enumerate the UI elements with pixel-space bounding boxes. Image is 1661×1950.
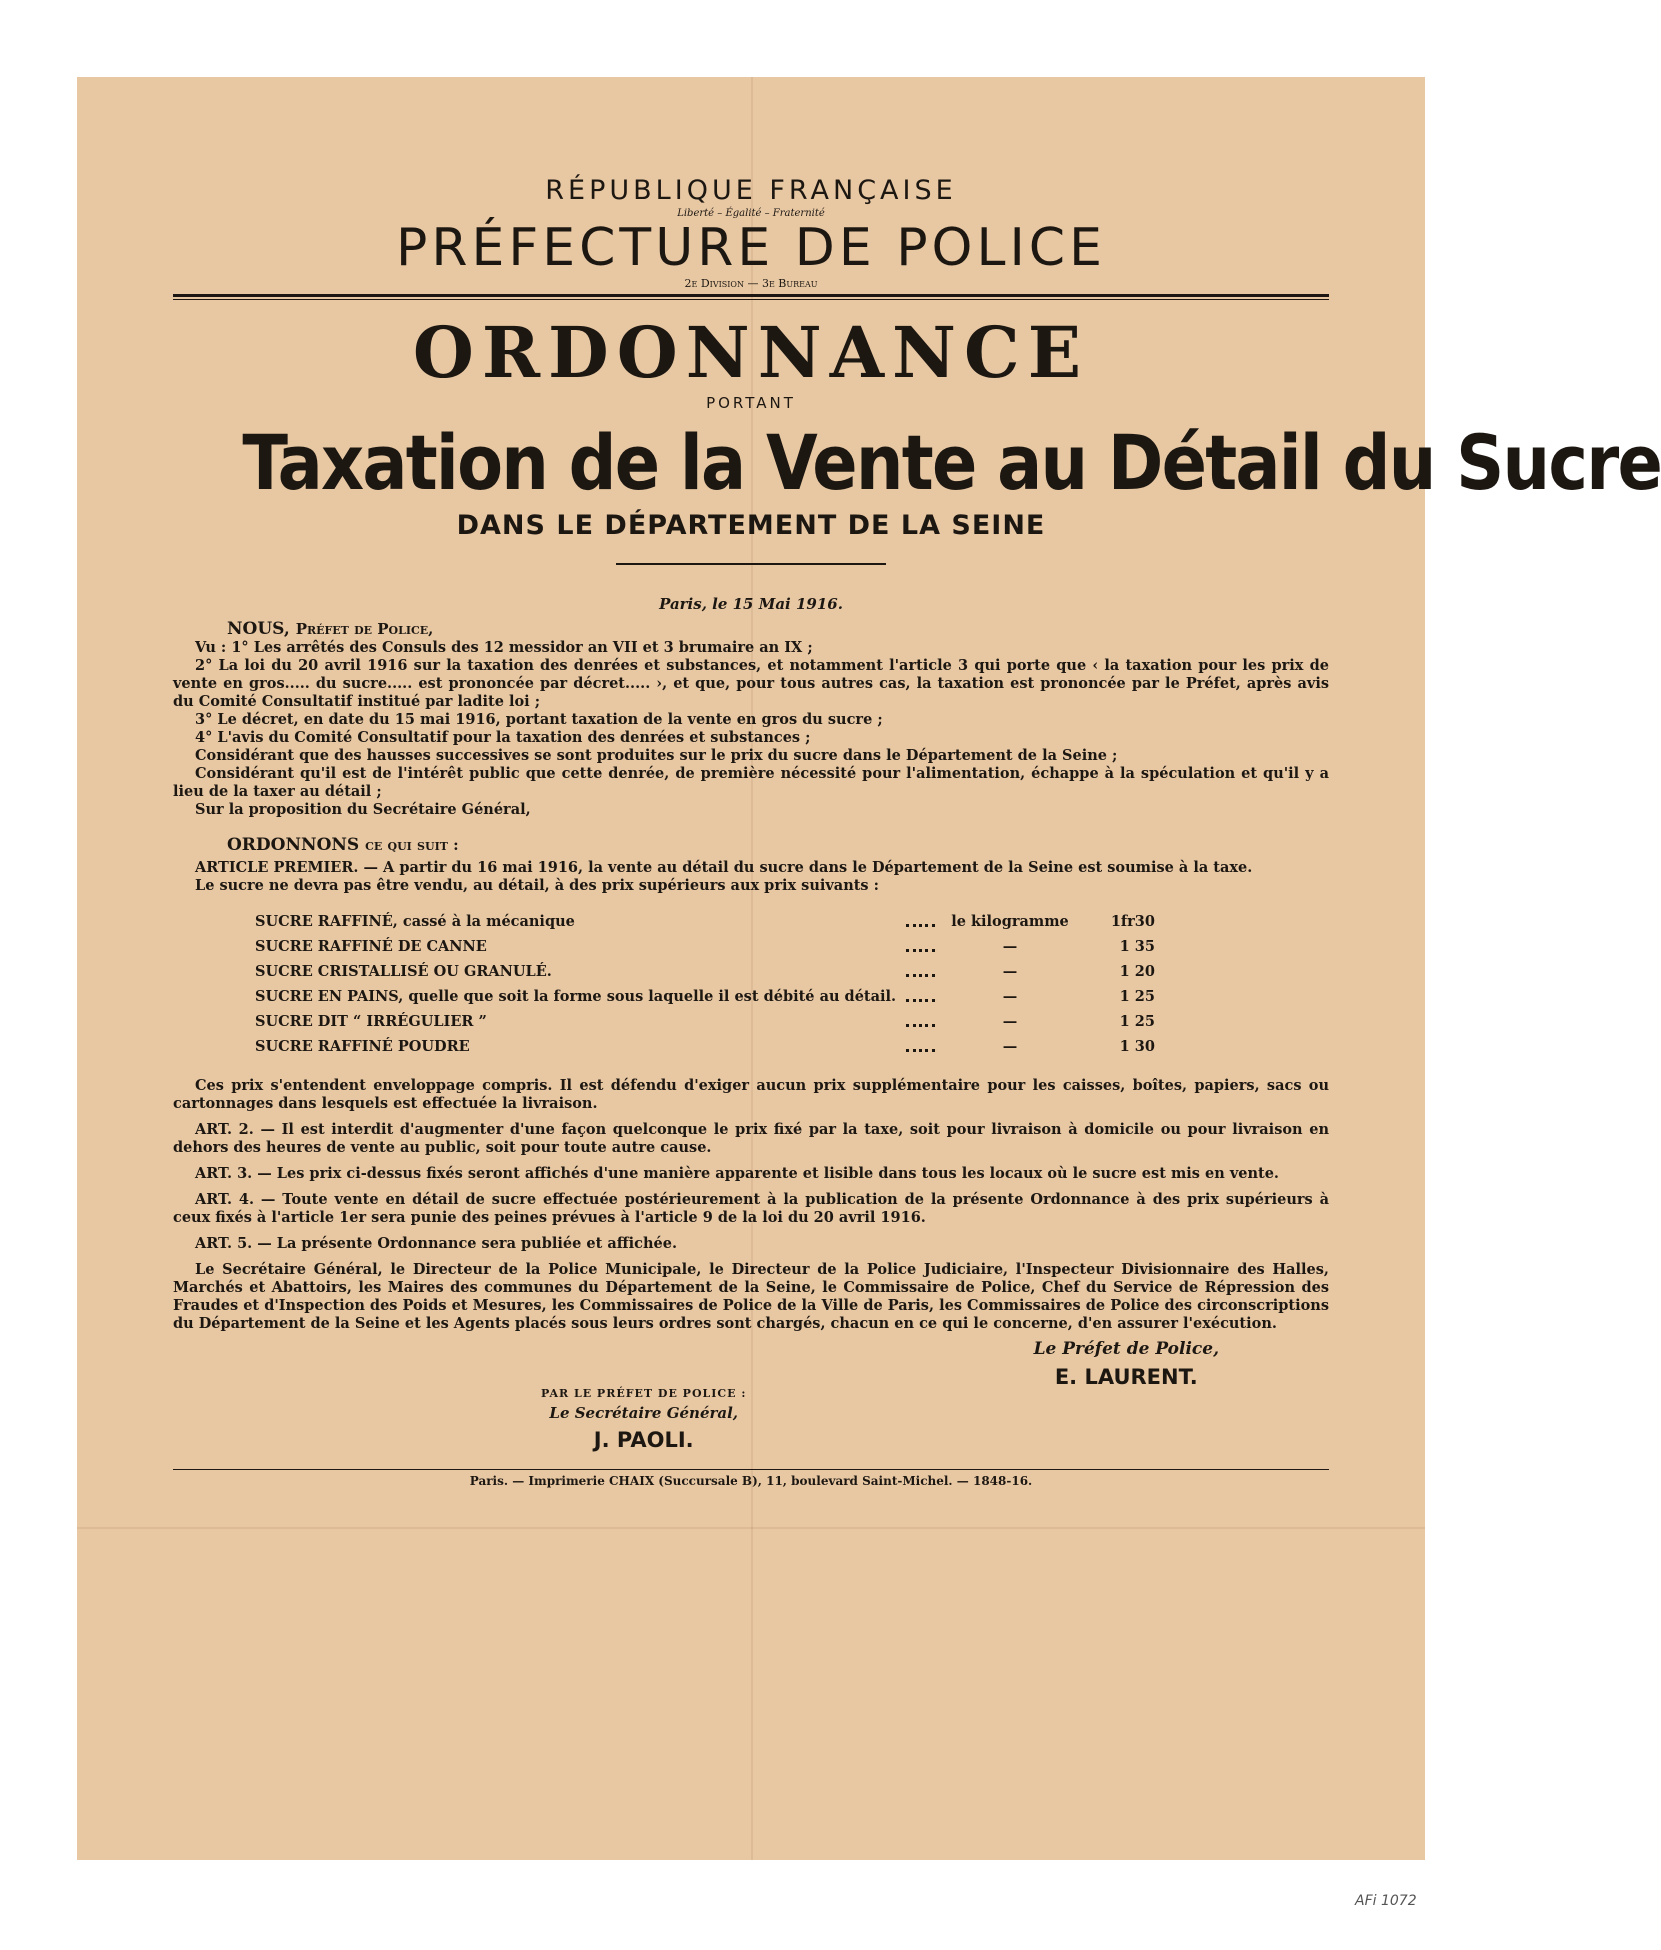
price-label: SUCRE RAFFINÉ POUDRE	[255, 1038, 470, 1055]
dot-leader	[896, 1034, 945, 1059]
price-unit: —	[1002, 938, 1018, 955]
nous-line	[227, 619, 1329, 639]
article-premier: ARTICLE PREMIER. — A partir du 16 mai 1916, la vente au détail du sucre dans le Département de la Seine est soumise à la taxe.	[195, 859, 1253, 876]
department-subtitle: DANS LE DÉPARTEMENT DE LA SEINE	[456, 510, 1046, 541]
preamble-line: 2° La loi du 20 avril 1916 sur la taxation des denrées et substances, et notamment l'article 3 qui porte que ‹ la taxation pour les prix de vente en gros..... du sucre..... est prononcée par décret..... ›, et que, pour tous autres cas, la taxation est prononcée par le Préfet, après avis du Comité Consultatif institué par ladite loi ;	[173, 657, 1329, 710]
secretaire-title: Le Secrétaire Général,	[549, 1404, 739, 1422]
price-label: SUCRE EN PAINS, quelle que soit la forme sous laquelle il est débité au détail.	[255, 988, 897, 1005]
price-unit: —	[1002, 963, 1018, 980]
price-row	[255, 909, 1155, 934]
division-line: 2e Division — 3e Bureau	[684, 277, 818, 290]
secretaire-name: J. PAOLI.	[593, 1428, 694, 1452]
portant-label: PORTANT	[706, 394, 796, 412]
devise: Liberté – Égalité – Fraternité	[677, 208, 825, 219]
price-label: SUCRE DIT “ IRRÉGULIER ”	[255, 1013, 487, 1030]
price-value: 1 30	[1119, 1038, 1155, 1055]
price-unit: le kilogramme	[951, 913, 1069, 930]
footer-rule	[173, 1469, 1329, 1470]
article-3: ART. 3. — Les prix ci-dessus fixés seront affichés d'une manière apparente et lisible dans tous les locaux où le sucre est mis en vente.	[195, 1165, 1279, 1182]
price-unit: —	[1002, 1038, 1018, 1055]
price-table	[255, 909, 1155, 1059]
execution-paragraph: Le Secrétaire Général, le Directeur de la Police Municipale, le Directeur de la Police Judiciaire, l'Inspecteur Divisionnaire des Halles, Marchés et Abattoirs, les Maires des communes du Département de la Seine, le Commissaire de Police, Chef du Service de Répression des Fraudes et d'Inspection des Poids et Mesures, les Commissaires de Police de la Ville de Paris, les Commissaires de Police des circonscriptions du Département de la Seine et les Agents placés sous leurs ordres sont chargés, chacun en ce qui le concerne, d'en assurer l'exécution.	[173, 1261, 1329, 1332]
article-5: ART. 5. — La présente Ordonnance sera publiée et affichée.	[195, 1235, 677, 1252]
dot-leader	[896, 909, 945, 934]
price-value: 1 25	[1119, 988, 1155, 1005]
preamble-line: Sur la proposition du Secrétaire Général,	[195, 801, 531, 818]
republique-heading: RÉPUBLIQUE FRANÇAISE	[545, 175, 957, 206]
article-premier-intro: Le sucre ne devra pas être vendu, au détail, à des prix supérieurs aux prix suivants :	[195, 877, 879, 894]
poster-sheet	[77, 77, 1661, 1860]
price-value: 1fr30	[1110, 913, 1155, 930]
title-rule	[616, 563, 886, 565]
date-line: Paris, le 15 Mai 1916.	[659, 595, 843, 613]
article-4: ART. 4. — Toute vente en détail de sucre effectuée postérieurement à la publication de la présente Ordonnance à des prix supérieurs à ceux fixés à l'article 1er sera punie des peines prévues à l'article 9 de la loi du 20 avril 1916.	[173, 1191, 1329, 1226]
ordonnance-heading: ORDONNANCE	[412, 311, 1090, 394]
preamble-line: Considérant qu'il est de l'intérêt public que cette denrée, de première nécessité pour l'alimentation, échappe à la spéculation et qu'il y a lieu de la taxer au détail ;	[173, 765, 1329, 800]
price-value: 1 25	[1119, 1013, 1155, 1030]
archive-reference: AFi 1072	[1355, 1893, 1417, 1909]
preamble-line: Vu : 1° Les arrêtés des Consuls des 12 messidor an VII et 3 brumaire an IX ;	[195, 639, 813, 656]
price-row	[255, 1034, 1155, 1059]
main-title: Taxation de la Vente au Détail du Sucre	[242, 418, 1661, 507]
prefet-title: Le Préfet de Police,	[1033, 1339, 1219, 1359]
dot-leader	[896, 1009, 945, 1034]
price-row	[255, 1009, 1155, 1034]
article-2: ART. 2. — Il est interdit d'augmenter d'une façon quelconque le prix fixé par la taxe, soit pour livraison à domicile ou pour livraison en dehors des heures de vente au public, soit pour toute autre cause.	[173, 1121, 1329, 1156]
dot-leader	[896, 934, 945, 959]
par-le-prefet: PAR LE PRÉFET DE POLICE :	[541, 1387, 747, 1400]
nous-rest: Préfet de Police,	[295, 620, 434, 638]
price-row	[255, 959, 1155, 984]
price-row	[255, 984, 1155, 1009]
price-value: 1 20	[1119, 963, 1155, 980]
price-unit: —	[1002, 1013, 1018, 1030]
price-value: 1 35	[1119, 938, 1155, 955]
ordonnons-rest: ce qui suit :	[365, 836, 459, 854]
price-row	[255, 934, 1155, 959]
prefet-signature	[1034, 1339, 1219, 1389]
dot-leader	[896, 984, 945, 1009]
preamble-line: Considérant que des hausses successives se sont produites sur le prix du sucre dans le Département de la Seine ;	[195, 747, 1118, 764]
prefecture-heading: PRÉFECTURE DE POLICE	[396, 218, 1106, 278]
price-unit: —	[1002, 988, 1018, 1005]
header	[173, 175, 1329, 290]
preamble	[173, 639, 1329, 819]
ordonnons-line	[227, 835, 1329, 855]
ordonnons-bold: ORDONNONS	[227, 835, 360, 855]
price-label: SUCRE CRISTALLISÉ OU GRANULÉ.	[255, 963, 552, 980]
dot-leader	[896, 959, 945, 984]
nous-bold: NOUS,	[227, 619, 290, 639]
secretaire-signature	[541, 1387, 746, 1452]
after-prices-paragraph: Ces prix s'entendent enveloppage compris. Il est défendu d'exiger aucun prix supplémentaire pour les caisses, boîtes, papiers, sacs ou cartonnages dans lesquels est effectuée la livraison.	[173, 1077, 1329, 1112]
title-block	[173, 311, 1661, 613]
header-rule	[173, 294, 1329, 300]
poster-content	[173, 175, 1661, 1488]
signatures	[173, 1339, 1329, 1469]
prefet-name: E. LAURENT.	[1054, 1365, 1198, 1389]
price-label: SUCRE RAFFINÉ, cassé à la mécanique	[255, 913, 575, 930]
preamble-line: 4° L'avis du Comité Consultatif pour la taxation des denrées et substances ;	[195, 729, 811, 746]
preamble-line: 3° Le décret, en date du 15 mai 1916, portant taxation de la vente en gros du sucre ;	[195, 711, 883, 728]
printer-line: Paris. — Imprimerie CHAIX (Succursale B), 11, boulevard Saint-Michel. — 1848-16.	[469, 1474, 1033, 1488]
price-label: SUCRE RAFFINÉ DE CANNE	[255, 938, 487, 955]
